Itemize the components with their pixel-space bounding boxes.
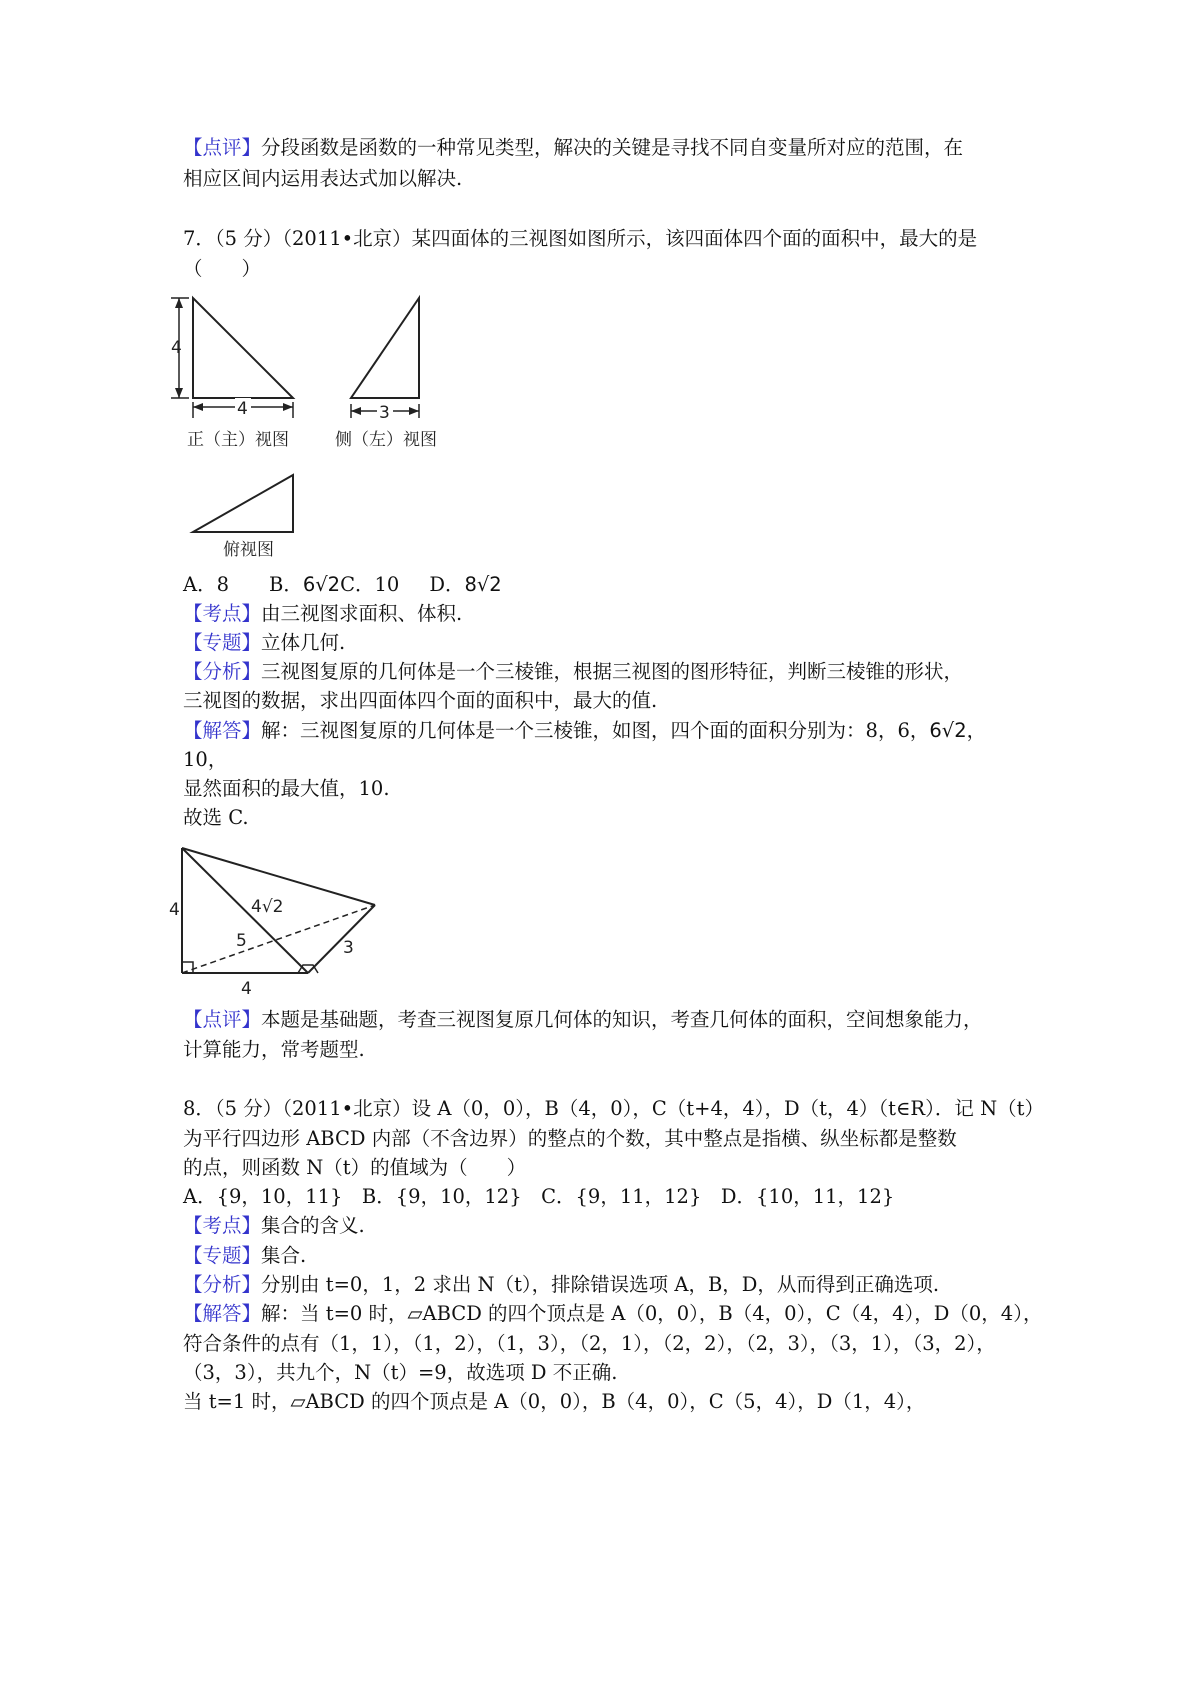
fenxi-tag: 【分析】 xyxy=(183,660,262,683)
tetrahedron-figure xyxy=(165,840,405,1000)
front-view-label: 正（主）视图 xyxy=(187,430,289,450)
zhuanti-tag: 【专题】 xyxy=(183,1244,262,1267)
front-view-triangle xyxy=(193,298,293,398)
jieda-tag: 【解答】 xyxy=(183,1302,262,1325)
top-view-label: 俯视图 xyxy=(223,540,274,560)
label-left: 4 xyxy=(169,900,180,920)
edge-right xyxy=(308,905,375,973)
q7-comment-line1: 【点评】本题是基础题，考查三视图复原几何体的知识，考查几何体的面积，空间想象能力， xyxy=(183,1008,983,1031)
label-bottom: 4 xyxy=(241,979,252,999)
kaodian-tag: 【考点】 xyxy=(183,602,262,625)
zhuanti-tag: 【专题】 xyxy=(183,631,262,654)
q6-comment-line1: 【点评】分段函数是函数的一种常见类型，解决的关键是寻找不同自变量所对应的范围，在 xyxy=(183,136,964,159)
side-view-label: 侧（左）视图 xyxy=(335,430,437,450)
option-c[interactable]: C．10 xyxy=(340,573,400,596)
comment-tag: 【点评】 xyxy=(183,136,262,159)
q8-kaodian: 【考点】集合的含义. xyxy=(183,1214,365,1237)
kaodian-tag: 【考点】 xyxy=(183,1214,262,1237)
option-d[interactable]: D．8√2 xyxy=(429,573,502,596)
q8-stem-line1: 8．（5 分）（2011•北京）设 A（0，0），B（4，0），C（t+4，4），D（t，4）（t∈R）．记 N（t） xyxy=(183,1097,1044,1120)
label-right: 3 xyxy=(343,938,354,958)
q8-jieda-line3: （3，3），共九个，N（t）=9，故选项 D 不正确. xyxy=(183,1361,618,1384)
jieda-tag: 【解答】 xyxy=(183,719,262,742)
q8-jieda-line4: 当 t=1 时，▱ABCD 的四个顶点是 A（0，0），B（4，0），C（5，4），D（1，4）， xyxy=(183,1390,926,1413)
q7-kaodian: 【考点】由三视图求面积、体积. xyxy=(183,602,463,625)
top-view-triangle xyxy=(193,475,293,532)
q7-zhuanti: 【专题】立体几何. xyxy=(183,631,346,654)
label-slant: 4√2 xyxy=(251,897,284,917)
q7-stem-line2: （ ） xyxy=(183,257,262,280)
side-view-triangle xyxy=(351,298,419,398)
q8-jieda-line2: 符合条件的点有（1，1），（1，2），（1，3），（2，1），（2，2），（2，3），（3，1），（3，2）， xyxy=(183,1332,996,1355)
front-width-label: 4 xyxy=(237,399,248,419)
front-height-label: 4 xyxy=(171,338,182,358)
q7-fenxi-line1: 【分析】三视图复原的几何体是一个三棱锥，根据三视图的图形特征，判断三棱锥的形状， xyxy=(183,660,964,683)
q8-stem-line2: 为平行四边形 ABCD 内部（不含边界）的整点的个数，其中整点是指横、纵坐标都是整数 xyxy=(183,1127,957,1150)
q6-comment-line2: 相应区间内运用表达式加以解决. xyxy=(183,167,463,190)
side-width-label: 3 xyxy=(379,403,390,423)
q7-jieda-line4: 故选 C. xyxy=(183,806,249,829)
q7-comment-line2: 计算能力，常考题型. xyxy=(183,1038,365,1061)
q8-stem-line3: 的点，则函数 N（t）的值域为（ ） xyxy=(183,1156,527,1179)
option-d-value: 8√2 xyxy=(464,573,502,596)
q8-zhuanti: 【专题】集合. xyxy=(183,1244,307,1267)
q8-options: A．{9，10，11} B．{9，10，12} C．{9，11，12} D．{10，11，12} xyxy=(183,1185,895,1208)
option-a[interactable]: A．8 xyxy=(183,573,229,596)
q7-jieda-line1: 【解答】解：三视图复原的几何体是一个三棱锥，如图，四个面的面积分别为：8，6，6√2， xyxy=(183,719,987,742)
label-diagonal: 5 xyxy=(236,931,247,951)
option-b[interactable]: B．6√2 xyxy=(269,573,341,596)
option-b-value: 6√2 xyxy=(302,573,341,596)
q7-fenxi-line2: 三视图的数据，求出四面体四个面的面积中，最大的值. xyxy=(183,689,658,712)
fenxi-tag: 【分析】 xyxy=(183,1273,262,1296)
q8-fenxi: 【分析】分别由 t=0，1，2 求出 N（t），排除错误选项 A，B，D，从而得到正确选项. xyxy=(183,1273,940,1296)
q7-jieda-line3: 显然面积的最大值，10. xyxy=(183,777,390,800)
three-views-figure xyxy=(165,290,465,570)
q7-jieda-line2: 10， xyxy=(183,748,228,771)
q7-options xyxy=(183,571,502,599)
comment-tag: 【点评】 xyxy=(183,1008,262,1031)
q8-jieda-line1: 【解答】解：当 t=0 时，▱ABCD 的四个顶点是 A（0，0），B（4，0），C（4，4），D（0，4）， xyxy=(183,1302,1043,1325)
q7-stem-line1: 7．（5 分）（2011•北京）某四面体的三视图如图所示，该四面体四个面的面积中，最大的是 xyxy=(183,227,978,250)
